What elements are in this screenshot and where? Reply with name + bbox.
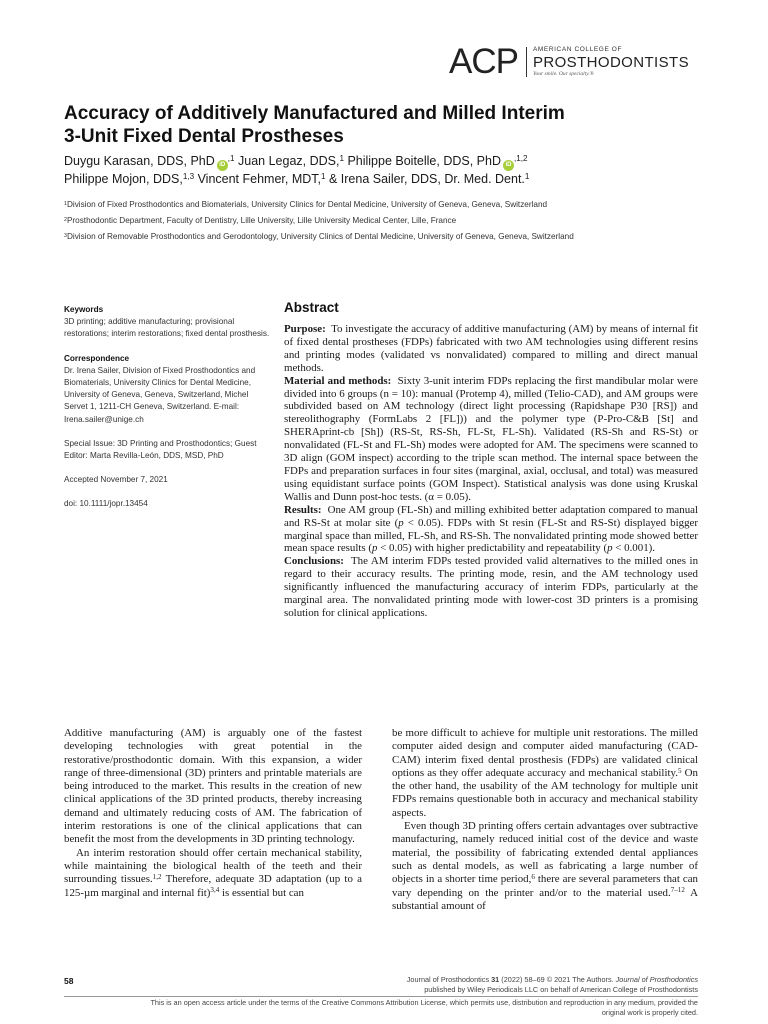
orcid-icon[interactable]: iD xyxy=(217,160,228,171)
correspondence-heading: Correspondence xyxy=(64,353,130,363)
article-sidebar xyxy=(64,304,270,511)
body-text: On the other hand, the usability of the AM technology for multiple unit FDPs remains questionable both in accuracy and mechanical stability aspects. xyxy=(392,766,698,819)
body-column-right xyxy=(392,727,698,913)
citation[interactable]: 1,2 xyxy=(152,873,162,882)
page-number: 58 xyxy=(64,976,74,986)
conclusions-text: The AM interim FDPs tested provided valid alternatives to the milled ones in regard to their accuracy results. The printing mode, resin, and the AM technology used significantly influenced the manufacturing accuracy of interim FDPs, particularly at the marginal area. The nonvalidated printing mode with lower-cost 3D printers is a promising solution for clinical applications. xyxy=(284,555,699,619)
affiliation-2 xyxy=(64,213,724,229)
author-mojon: Philippe Mojon, DDS, xyxy=(64,172,183,186)
p-symbol: p xyxy=(398,516,404,529)
affiliation-1 xyxy=(64,197,724,213)
results-text: < 0.001). xyxy=(612,542,655,555)
orcid-icon[interactable]: iD xyxy=(503,160,514,171)
results-text: < 0.05) with higher predictability and repeatability ( xyxy=(377,542,608,555)
title-line-2: 3-Unit Fixed Dental Prostheses xyxy=(64,126,344,147)
body-text: An interim restoration should offer certain mechanical stability, while maintaining the biological health of the teeth and their surrounding tissues. xyxy=(64,846,362,886)
results-text: One AM group (FL-Sh) and milling exhibited better adaptation compared to manual and RS-St at molar site ( xyxy=(284,503,698,529)
methods-label: Material and methods: xyxy=(284,374,392,387)
author-legaz: Juan Legaz, DDS, xyxy=(234,154,340,168)
keywords-heading: Keywords xyxy=(64,305,104,314)
body-paragraph xyxy=(64,847,362,900)
abstract-section xyxy=(284,299,698,620)
journal-citation xyxy=(278,975,698,994)
accepted-date: Accepted November 7, 2021 xyxy=(64,475,168,485)
journal-text: Journal of Prosthodontics xyxy=(406,975,492,984)
purpose-label: Purpose: xyxy=(284,323,326,335)
license-line: This is an open access article under the terms of the Creative Commons Attribution License, which permits use, distribution and reproduction in any medium, provided the xyxy=(150,998,698,1007)
affiliation-num: 2 xyxy=(64,216,67,223)
affiliation-text: Prosthodontic Department, Faculty of Dentistry, Lille University, Lille University Medical Center, Lille, France xyxy=(66,216,457,225)
methods-text: Sixty 3-unit interim FDPs replacing the first mandibular molar were divided into 6 groups (n = 10): manual (Protemp 4), milled (Telio-CAD), and AM groups were subdivided based on AM technology (direct light processing (Rapidshape P30 [RS]) and stereolithography (FormLabs 2 [FL])) and the polymer type (P-Pro-C&B [St] and SHERAprint-cb [Sh]) (RS-St, RS-Sh, FL-St, FL-Sh). Validated (RS-Sh and RS-St) or nonvalidated (FL-St and FL-Sh) modes were adopted for AM. The specimens were scanned to 3D align (GOM inspect) according to the triple scan method. The internal space between the FDPs and preparation surfaces in four sites (marginal, axial, occlusal, and total) was measured using equidistant surface points (GOM Inspect). Statistical analysis was done using Kruskal Wallis and Dunn post-hoc tests. (α = 0.05). xyxy=(284,374,699,503)
author-boitelle: Philippe Boitelle, DDS, PhD xyxy=(343,154,501,168)
logo-big-text: PROSTHODONTISTS xyxy=(532,54,689,71)
doi-link[interactable]: doi: 10.1111/jopr.13454 xyxy=(64,499,148,509)
journal-publisher: published by Wiley Periodicals LLC on behalf of American College of Prosthodontists xyxy=(424,984,698,994)
footer-divider xyxy=(64,996,698,997)
author-fehmer: Vincent Fehmer, MDT, xyxy=(194,172,321,186)
body-text: A substantial amount of xyxy=(392,886,698,912)
body-text: be more difficult to achieve for multiple unit restorations. The milled computer aided design and computer aided manufacturing (CAD-CAM) interim fixed dental prosthesis (FDPs) are validated clinical options as they offer adequate accuracy and mechanical stability. xyxy=(392,727,698,779)
citation[interactable]: 6 xyxy=(531,873,535,882)
abstract-methods xyxy=(284,375,698,504)
citation[interactable]: 5 xyxy=(677,766,682,775)
affiliation-text: Division of Fixed Prosthodontics and Biomaterials, University Clinics for Dental Medicine, University of Geneva, Geneva, Switzerland xyxy=(66,200,548,209)
author-sup: ,1,2 xyxy=(514,154,528,164)
affiliation-text: Division of Removable Prosthodontics and Gerodontology, University Clinics of Dental Medicine, University of Geneva, Geneva, Switzerland xyxy=(66,232,574,241)
body-text: is essential but can xyxy=(219,886,304,899)
author-sup: 1,3 xyxy=(182,172,195,182)
abstract-conclusions xyxy=(284,555,698,620)
title-line-1: Accuracy of Additively Manufactured and Milled Interim xyxy=(64,103,565,124)
abstract-results xyxy=(284,504,698,556)
logo-acp-mark: ACP xyxy=(449,42,518,81)
logo-text xyxy=(533,46,689,78)
body-paragraph xyxy=(392,727,698,820)
body-text: there are several parameters that can vary depending on the printer and/or to the material used. xyxy=(392,873,698,899)
body-paragraph: Additive manufacturing (AM) is arguably one of the fastest developing technologies with great potential in the restorative/prosthodontic domain. With this expansion, a wider range of three-dimensional (3D) printers and printable materials are being introduced to the market. This results in the creation of new clinical applications of the 3D printed products, thereby increasing demand and ultimately reducing costs of AM. The fabrication of interim restorations is one of the clinical applications that can benefit the most from the developments in 3D printing technology. xyxy=(64,727,362,846)
journal-name: Journal of Prosthodontics xyxy=(615,975,698,984)
author-list xyxy=(64,153,704,188)
citation[interactable]: 7–12 xyxy=(670,886,685,895)
body-column-left xyxy=(64,727,362,900)
p-symbol: p xyxy=(607,542,613,555)
affiliation-num: 3 xyxy=(64,232,67,239)
conclusions-label: Conclusions: xyxy=(284,555,344,568)
affiliation-num: 1 xyxy=(64,200,67,207)
logo-divider xyxy=(526,47,527,77)
journal-volume: 31 xyxy=(491,975,500,984)
author-sup: 1 xyxy=(524,172,530,182)
license-notice xyxy=(64,998,698,1018)
body-text: Even though 3D printing offers certain advantages over subtractive manufacturing, namely reduced initial cost of the device and waste material, the possibility of fabricating extended dental appliances such as dental models, as well as fabricating a large number of objects in a shorter time period, xyxy=(392,820,698,886)
logo-tagline: Your smile. Our specialty.® xyxy=(532,71,594,77)
logo-small-text: AMERICAN COLLEGE OF xyxy=(532,46,623,53)
author-sup: ,1 xyxy=(227,154,235,164)
correspondence-text: Dr. Irena Sailer, Division of Fixed Prosthodontics and Biomaterials, University Clinics for Dental Medicine, University of Geneva, Geneva, Switzerland, Michel Servet 1, 1211-CH Geneva, Switzerland. E-mail: Irena.sailer@unige.ch xyxy=(64,365,256,424)
citation[interactable]: 3,4 xyxy=(210,886,220,895)
purpose-text: To investigate the accuracy of additive manufacturing (AM) by means of internal fit of fixed dental prostheses (FDPs) fabricated with two AM technologies using different resins and printing modes (validated vs nonvalidated) compared to milling and direct manual methods. xyxy=(284,323,698,374)
author-karasan: Duygu Karasan, DDS, PhD xyxy=(64,154,215,168)
journal-text: (2022) 58–69 © 2021 The Authors. xyxy=(499,975,616,984)
results-label: Results: xyxy=(284,503,322,516)
author-sailer: & Irena Sailer, DDS, Dr. Med. Dent. xyxy=(325,172,525,186)
affiliations xyxy=(64,197,724,245)
p-symbol: p xyxy=(372,542,378,555)
abstract-purpose xyxy=(284,323,698,375)
author-sup: 1 xyxy=(321,172,326,182)
license-line: original work is properly cited. xyxy=(601,1008,698,1017)
results-text: < 0.05). FDPs with St resin (FL-St and RS-St) displayed bigger marginal space than milled, FL-Sh, and RS-Sh. The nonvalidated printing mode showed better mean space results ( xyxy=(284,516,698,555)
article-title xyxy=(64,102,704,148)
affiliation-3 xyxy=(64,229,724,245)
author-sup: 1 xyxy=(339,154,344,164)
body-paragraph xyxy=(392,820,698,913)
special-issue-text: Special Issue: 3D Printing and Prosthodontics; Guest Editor: Marta Revilla-León, DDS, MSD, PhD xyxy=(64,438,257,461)
acp-logo xyxy=(449,44,689,80)
abstract-heading: Abstract xyxy=(284,300,339,315)
body-text: Therefore, adequate 3D adaptation (up to a 125-µm marginal and internal fit) xyxy=(64,873,362,899)
keywords-text: 3D printing; additive manufacturing; provisional restorations; interim restorations; fixed dental prosthesis. xyxy=(64,317,270,339)
